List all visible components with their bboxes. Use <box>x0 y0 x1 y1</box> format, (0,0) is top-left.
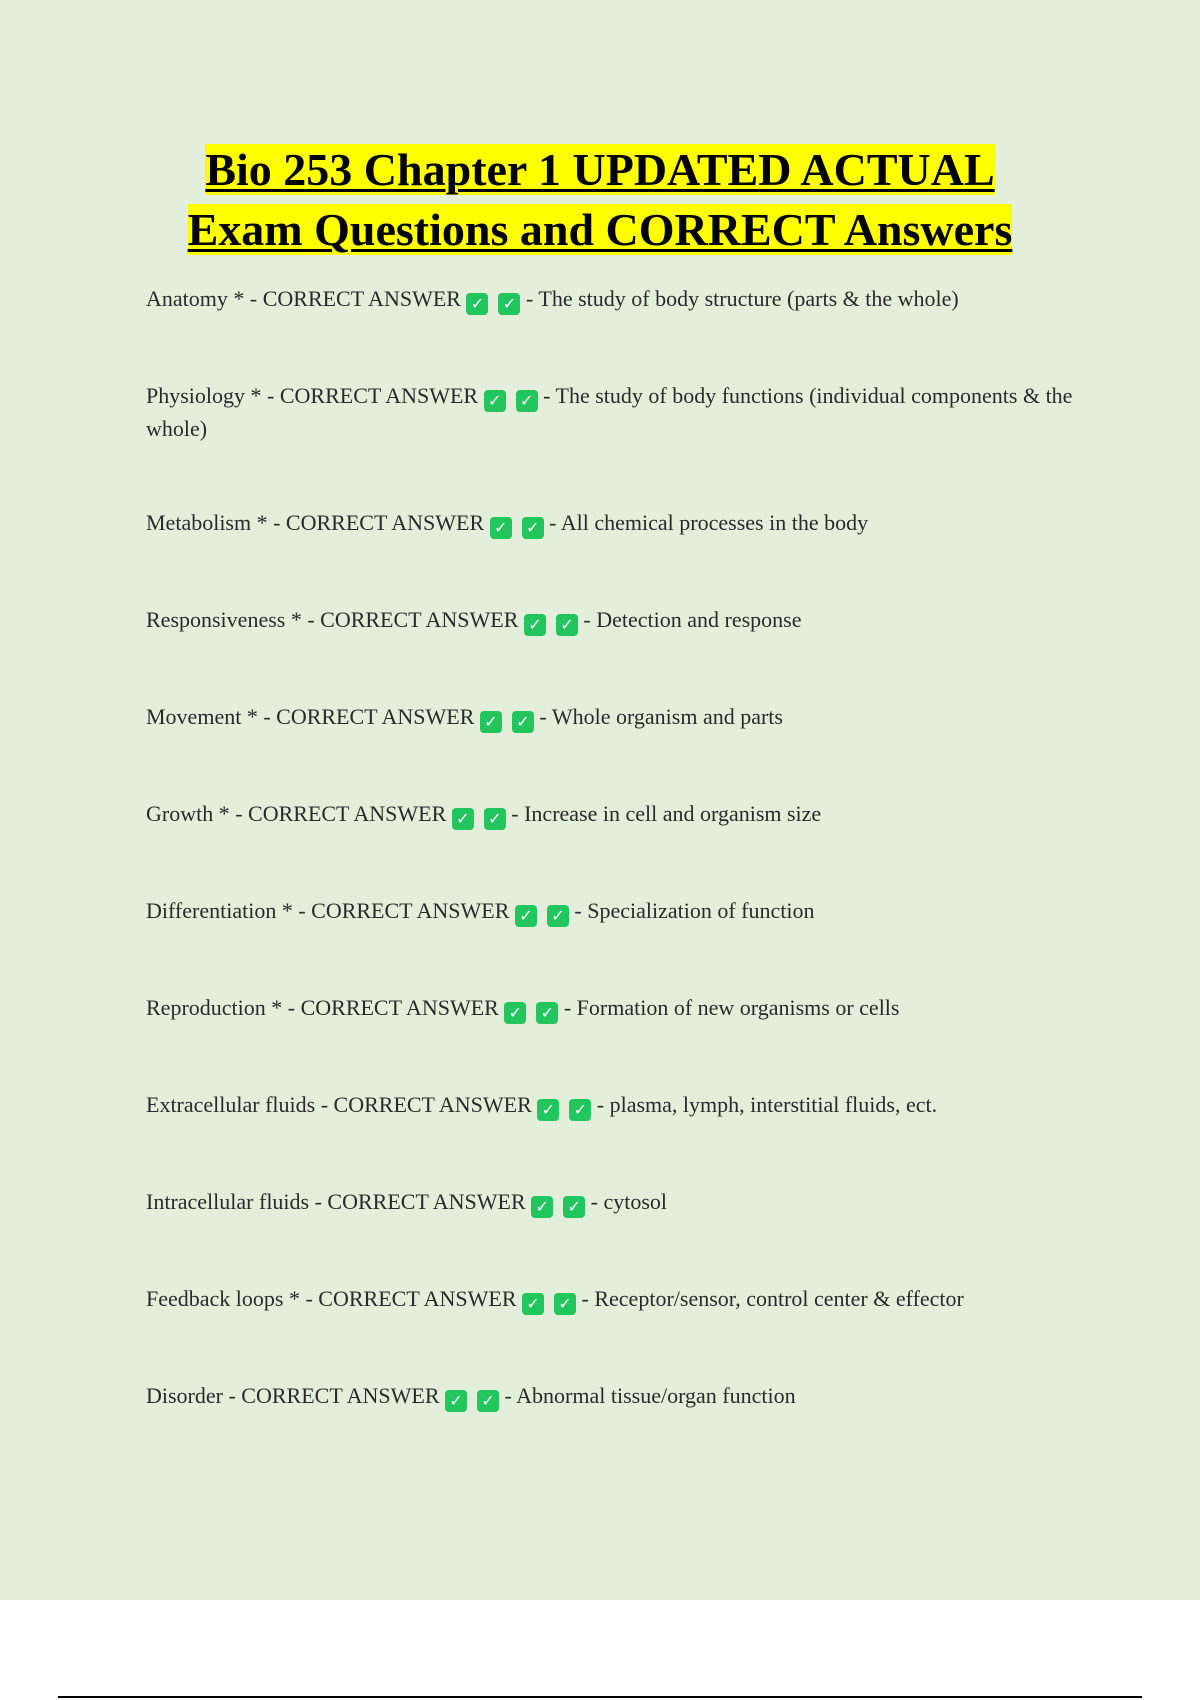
entry-extracellular-fluids <box>146 1088 1076 1121</box>
entry-disorder <box>146 1379 1076 1412</box>
entry-answer: - Specialization of function <box>568 898 815 923</box>
check-icon: ✓ <box>504 1002 526 1024</box>
check-icon: ✓ <box>563 1196 585 1218</box>
entry-term: Feedback loops * - CORRECT ANSWER <box>146 1286 517 1311</box>
entry-answer: - Increase in cell and organism size <box>505 801 822 826</box>
check-icon: ✓ <box>480 711 502 733</box>
entry-intracellular-fluids <box>146 1185 1076 1218</box>
check-icon: ✓ <box>516 390 538 412</box>
entry-term: Intracellular fluids - CORRECT ANSWER <box>146 1189 526 1214</box>
footer-divider <box>58 1696 1142 1698</box>
check-icon: ✓ <box>445 1390 467 1412</box>
entry-answer: - Receptor/sensor, control center & effector <box>576 1286 964 1311</box>
check-icon: ✓ <box>556 614 578 636</box>
check-icon: ✓ <box>554 1293 576 1315</box>
entry-term: Physiology * - CORRECT ANSWER <box>146 383 479 408</box>
entry-feedback-loops <box>146 1282 1076 1315</box>
check-icon: ✓ <box>569 1099 591 1121</box>
check-icon: ✓ <box>522 1293 544 1315</box>
check-icon: ✓ <box>498 293 520 315</box>
entry-reproduction <box>146 991 1076 1024</box>
entry-answer: - plasma, lymph, interstitial fluids, ect. <box>591 1092 938 1117</box>
entry-term: Differentiation * - CORRECT ANSWER <box>146 898 510 923</box>
entry-answer: - cytosol <box>585 1189 668 1214</box>
entry-growth <box>146 797 1076 830</box>
entry-term: Metabolism * - CORRECT ANSWER <box>146 510 485 535</box>
check-icon: ✓ <box>536 1002 558 1024</box>
check-icon: ✓ <box>531 1196 553 1218</box>
entry-anatomy <box>146 282 1076 315</box>
entry-answer: - The study of body functions (individual components & the whole) <box>146 383 1073 441</box>
check-icon: ✓ <box>452 808 474 830</box>
check-icon: ✓ <box>547 905 569 927</box>
entry-differentiation <box>146 894 1076 927</box>
entry-physiology <box>146 379 1076 445</box>
entry-term: Responsiveness * - CORRECT ANSWER <box>146 607 519 632</box>
entry-answer: - Whole organism and parts <box>533 704 783 729</box>
entry-movement <box>146 700 1076 733</box>
entry-term: Anatomy * - CORRECT ANSWER <box>146 286 461 311</box>
check-icon: ✓ <box>466 293 488 315</box>
entry-answer: - Detection and response <box>577 607 802 632</box>
check-icon: ✓ <box>537 1099 559 1121</box>
entry-answer: - Abnormal tissue/organ function <box>499 1383 796 1408</box>
entry-answer: - The study of body structure (parts & the whole) <box>520 286 959 311</box>
entry-answer: - All chemical processes in the body <box>543 510 869 535</box>
check-icon: ✓ <box>515 905 537 927</box>
document-title <box>0 140 1200 260</box>
entry-term: Extracellular fluids - CORRECT ANSWER <box>146 1092 532 1117</box>
entry-metabolism <box>146 506 1076 539</box>
check-icon: ✓ <box>490 517 512 539</box>
check-icon: ✓ <box>512 711 534 733</box>
entry-term: Reproduction * - CORRECT ANSWER <box>146 995 499 1020</box>
title-line-2: Exam Questions and CORRECT Answers <box>187 204 1013 255</box>
entry-term: Disorder - CORRECT ANSWER <box>146 1383 440 1408</box>
entry-responsiveness <box>146 603 1076 636</box>
check-icon: ✓ <box>524 614 546 636</box>
entry-term: Movement * - CORRECT ANSWER <box>146 704 475 729</box>
entry-answer: - Formation of new organisms or cells <box>558 995 900 1020</box>
entry-list <box>146 282 1076 1412</box>
check-icon: ✓ <box>484 390 506 412</box>
check-icon: ✓ <box>484 808 506 830</box>
entry-term: Growth * - CORRECT ANSWER <box>146 801 447 826</box>
check-icon: ✓ <box>477 1390 499 1412</box>
title-line-1: Bio 253 Chapter 1 UPDATED ACTUAL <box>205 144 995 195</box>
check-icon: ✓ <box>522 517 544 539</box>
